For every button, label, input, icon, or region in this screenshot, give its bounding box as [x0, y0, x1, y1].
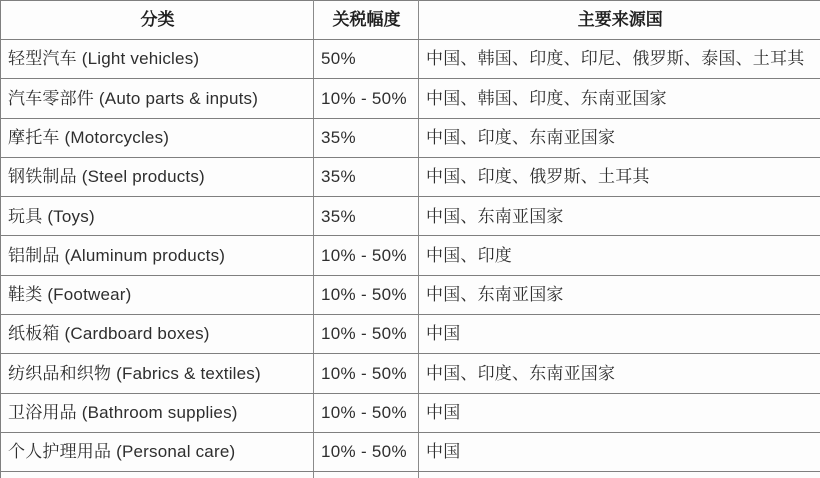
category-cell: 玩具 (Toys): [1, 197, 314, 236]
header-category: 分类: [1, 1, 314, 40]
tariff-cell: 10% - 50%: [314, 79, 419, 118]
table-row: [1, 40, 820, 79]
header-tariff: 关税幅度: [314, 1, 419, 40]
table-row: [1, 79, 820, 118]
table-header-row: [1, 1, 820, 40]
table-row: [1, 275, 820, 314]
header-sources: 主要来源国: [419, 1, 820, 40]
sources-cell: 中国、东南亚国家: [419, 197, 820, 236]
sources-cell: 中国: [419, 315, 820, 354]
tariff-cell: 35%: [314, 157, 419, 196]
tariff-cell: 10% - 50%: [314, 236, 419, 275]
category-cell: 钢铁制品 (Steel products): [1, 157, 314, 196]
category-cell: 卫浴用品 (Bathroom supplies): [1, 393, 314, 432]
tariff-cell: 50%: [314, 40, 419, 79]
sources-cell: 中国: [419, 393, 820, 432]
table-row: [1, 393, 820, 432]
tariff-cell: 10% - 50%: [314, 275, 419, 314]
table-row-partial: [1, 472, 820, 478]
table-row: [1, 197, 820, 236]
table-row: [1, 432, 820, 471]
sources-cell: 中国、印度、东南亚国家: [419, 118, 820, 157]
category-cell: 汽车零部件 (Auto parts & inputs): [1, 79, 314, 118]
tariff-cell: 35%: [314, 197, 419, 236]
sources-cell: [419, 472, 820, 478]
category-cell: 铝制品 (Aluminum products): [1, 236, 314, 275]
sources-cell: 中国、印度、俄罗斯、土耳其: [419, 157, 820, 196]
table-row: [1, 157, 820, 196]
sources-cell: 中国: [419, 432, 820, 471]
tariff-cell: [314, 472, 419, 478]
category-cell: 纸板箱 (Cardboard boxes): [1, 315, 314, 354]
table-row: [1, 236, 820, 275]
tariff-cell: 10% - 50%: [314, 354, 419, 393]
sources-cell: 中国、印度: [419, 236, 820, 275]
tariff-cell: 10% - 50%: [314, 393, 419, 432]
category-cell: 鞋类 (Footwear): [1, 275, 314, 314]
table-row: [1, 315, 820, 354]
sources-cell: 中国、韩国、印度、印尼、俄罗斯、泰国、土耳其: [419, 40, 820, 79]
tariff-cell: 10% - 50%: [314, 315, 419, 354]
tariff-cell: 35%: [314, 118, 419, 157]
category-cell: 轻型汽车 (Light vehicles): [1, 40, 314, 79]
category-cell: 摩托车 (Motorcycles): [1, 118, 314, 157]
sources-cell: 中国、印度、东南亚国家: [419, 354, 820, 393]
table-row: [1, 118, 820, 157]
tariff-cell: 10% - 50%: [314, 432, 419, 471]
table-row: [1, 354, 820, 393]
category-cell: 纺织品和织物 (Fabrics & textiles): [1, 354, 314, 393]
sources-cell: 中国、东南亚国家: [419, 275, 820, 314]
category-cell: [1, 472, 314, 478]
category-cell: 个人护理用品 (Personal care): [1, 432, 314, 471]
sources-cell: 中国、韩国、印度、东南亚国家: [419, 79, 820, 118]
